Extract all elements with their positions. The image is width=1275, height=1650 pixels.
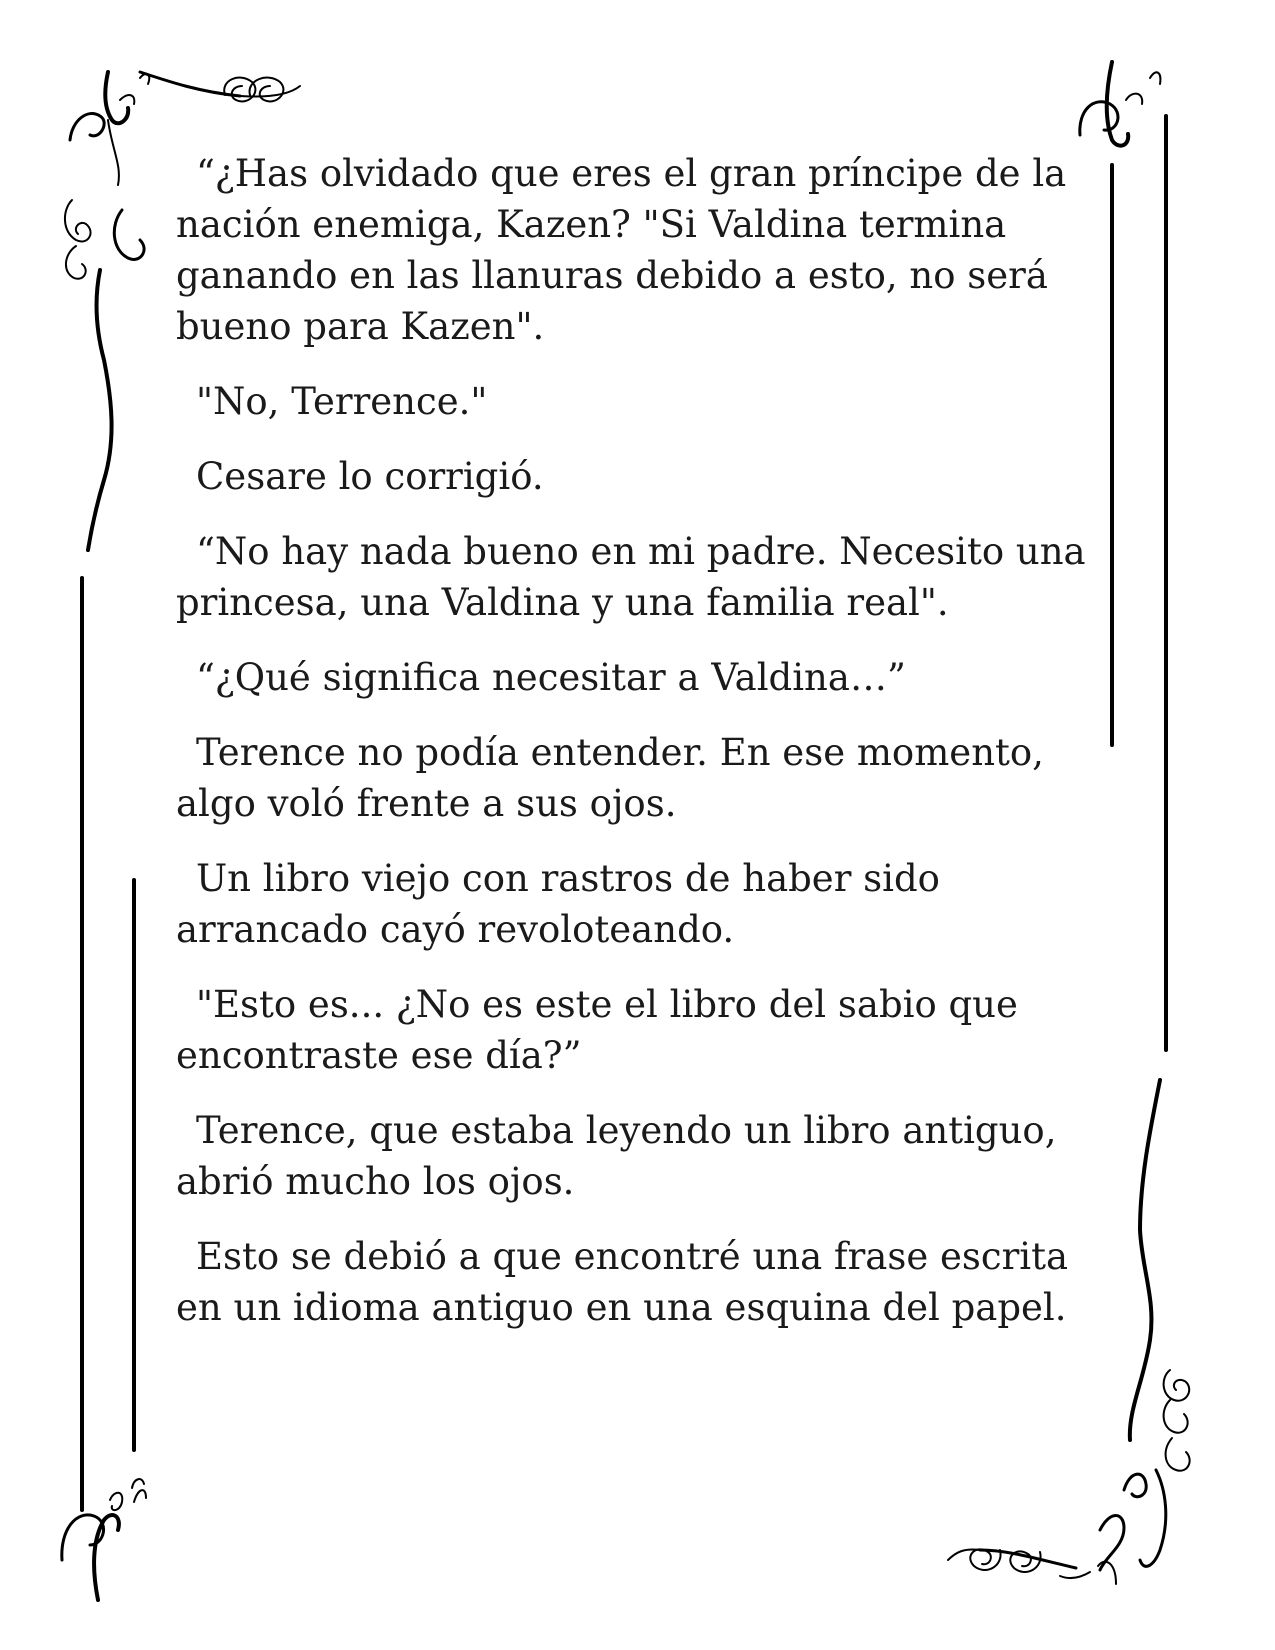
paragraph: Terence no podía entender. En ese momento, algo voló frente a sus ojos. (176, 731, 1056, 825)
paragraph: “¿Has olvidado que eres el gran príncipe de la nación enemiga, Kazen? "Si Valdina termina ganando en las llanuras debido a esto, no será bueno para Kazen". (176, 152, 1078, 348)
paragraph: Terence, que estaba leyendo un libro antiguo, abrió mucho los ojos. (176, 1109, 1069, 1203)
paragraph: Esto se debió a que encontré una frase escrita en un idioma antiguo en una esquina del papel. (176, 1235, 1080, 1329)
paragraph: “¿Qué significa necesitar a Valdina…” (196, 656, 906, 699)
story-text (176, 148, 1096, 1357)
paragraph: Un libro viejo con rastros de haber sido arrancado cayó revoloteando. (176, 857, 952, 951)
paragraph: "Esto es... ¿No es este el libro del sabio que encontraste ese día?” (176, 983, 1030, 1077)
paragraph: "No, Terrence." (196, 380, 488, 423)
paragraph: “No hay nada bueno en mi padre. Necesito una princesa, una Valdina y una familia real". (176, 530, 1098, 624)
paragraph: Cesare lo corrigió. (196, 455, 544, 498)
bottom-left-flourish-icon (62, 1479, 146, 1600)
